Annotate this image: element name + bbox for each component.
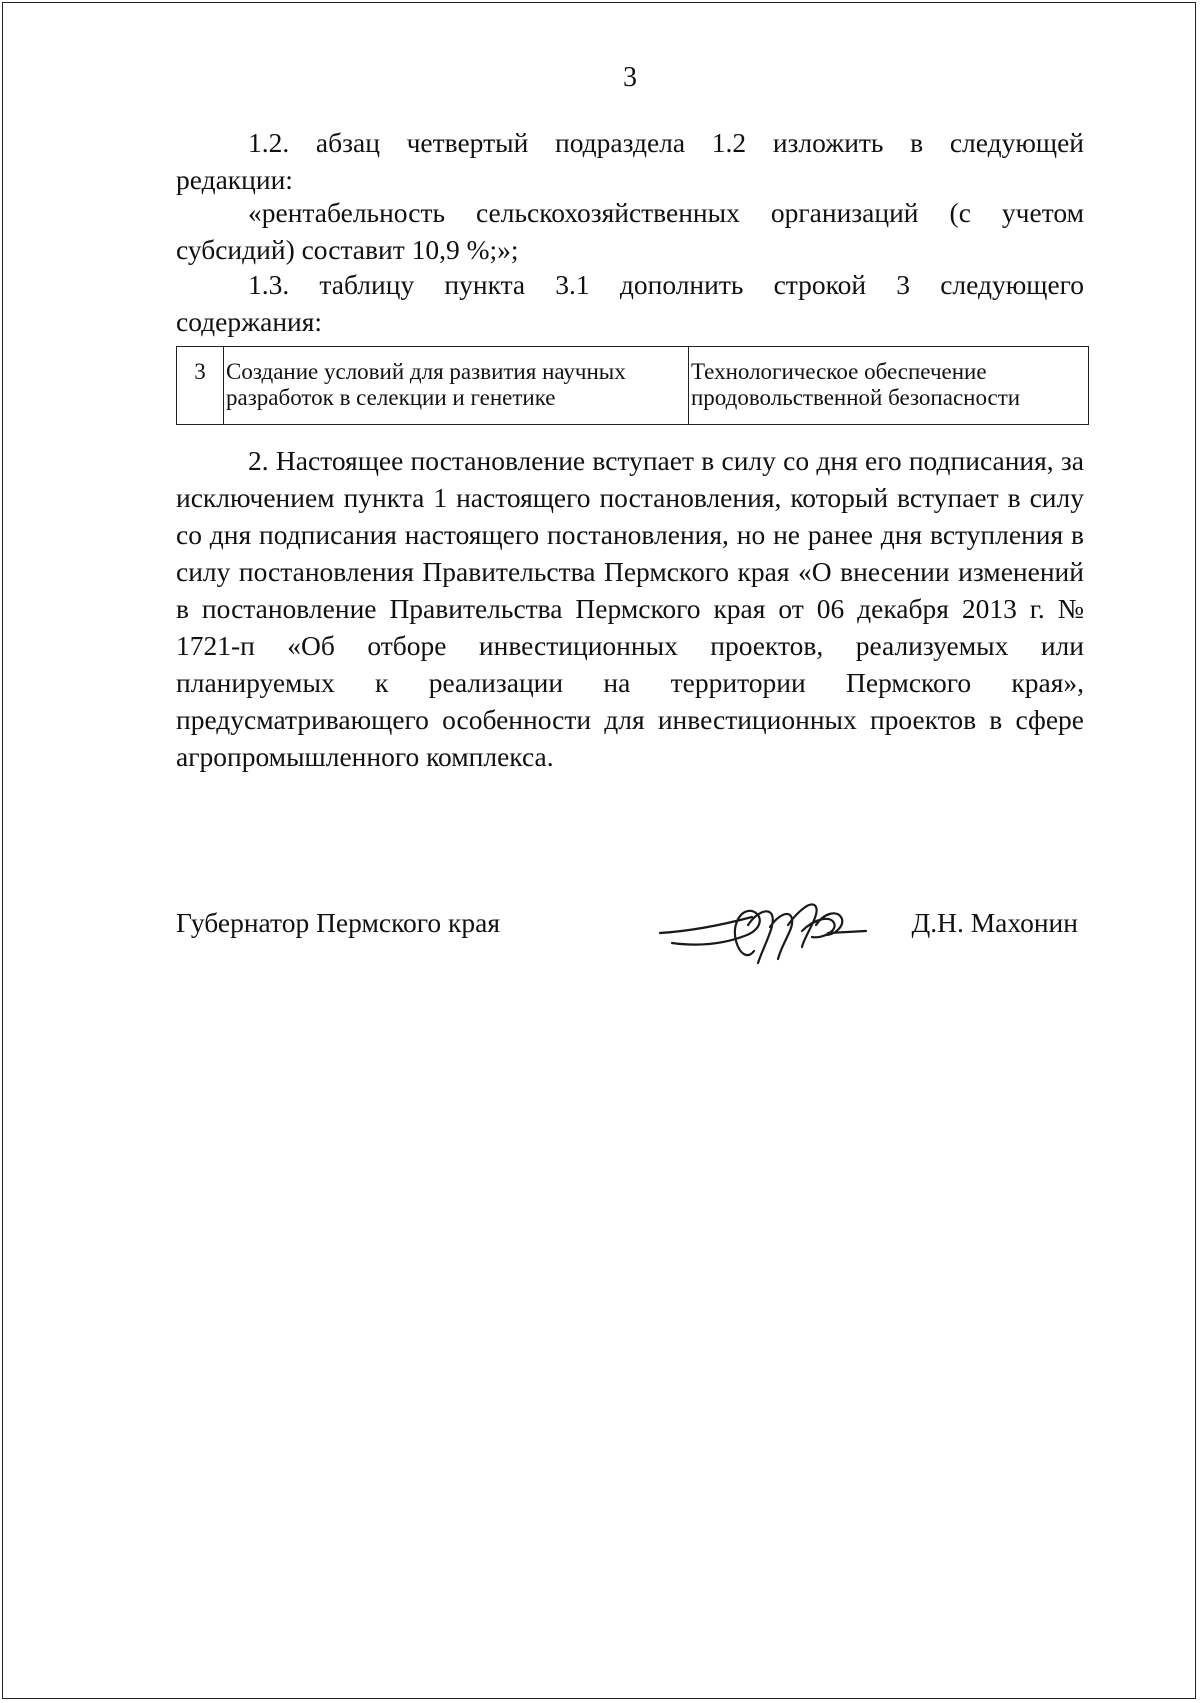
paragraph-item-1-3	[176, 266, 1084, 340]
page-number: 3	[623, 62, 637, 93]
paragraph-item-1-3-first-line: 1.3. таблицу пункта 3.1 дополнить строкой 3 следующего	[248, 269, 1084, 300]
table-row	[177, 347, 1089, 425]
table-cell-number: 3	[177, 347, 224, 425]
paragraph-item-1-2-first-line: 1.2. абзац четвертый подраздела 1.2 изложить в следующей	[248, 127, 1084, 158]
paragraph-item-1-2	[176, 124, 1084, 198]
table-cell-measure: Создание условий для развития научных разработок в селекции и генетике	[224, 347, 689, 425]
paragraph-item-1-2-quote-rest: субсидий) составит 10,9 %;»;	[176, 234, 519, 265]
table-cell-result: Технологическое обеспечение продовольственной безопасности	[689, 347, 1089, 425]
paragraph-item-2: 2. Настоящее постановление вступает в силу со дня его подписания, за исключением пункта 1 настоящего постановления, который вступает в силу со дня подписания настоящего постановления, но не ранее дня вступления в силу постановления Правительства Пермского края «О внесении изменений в постановление Правительства Пермского края от 06 декабря 2013 г. № 1721-п «Об отборе инвестиционных проектов, реализуемых или планируемых к реализации на территории Пермского края», предусматривающего особенности для инвестиционных проектов в сфере агропромышленного комплекса.	[176, 445, 1084, 772]
signatory-name: Д.Н. Махонин	[911, 907, 1078, 938]
signatory-position: Губернатор Пермского края	[176, 907, 500, 938]
paragraph-item-1-2-quote-first-line: «рентабельность сельскохозяйственных организаций (с учетом	[248, 197, 1084, 228]
paragraph-item-1-2-quote	[176, 194, 1084, 268]
inserted-table	[176, 346, 1089, 425]
handwritten-signature	[652, 885, 872, 971]
paragraph-item-1-2-rest: редакции:	[176, 164, 293, 195]
paragraph-item-1-3-rest: содержания:	[176, 306, 323, 337]
signature-block	[176, 907, 1084, 967]
